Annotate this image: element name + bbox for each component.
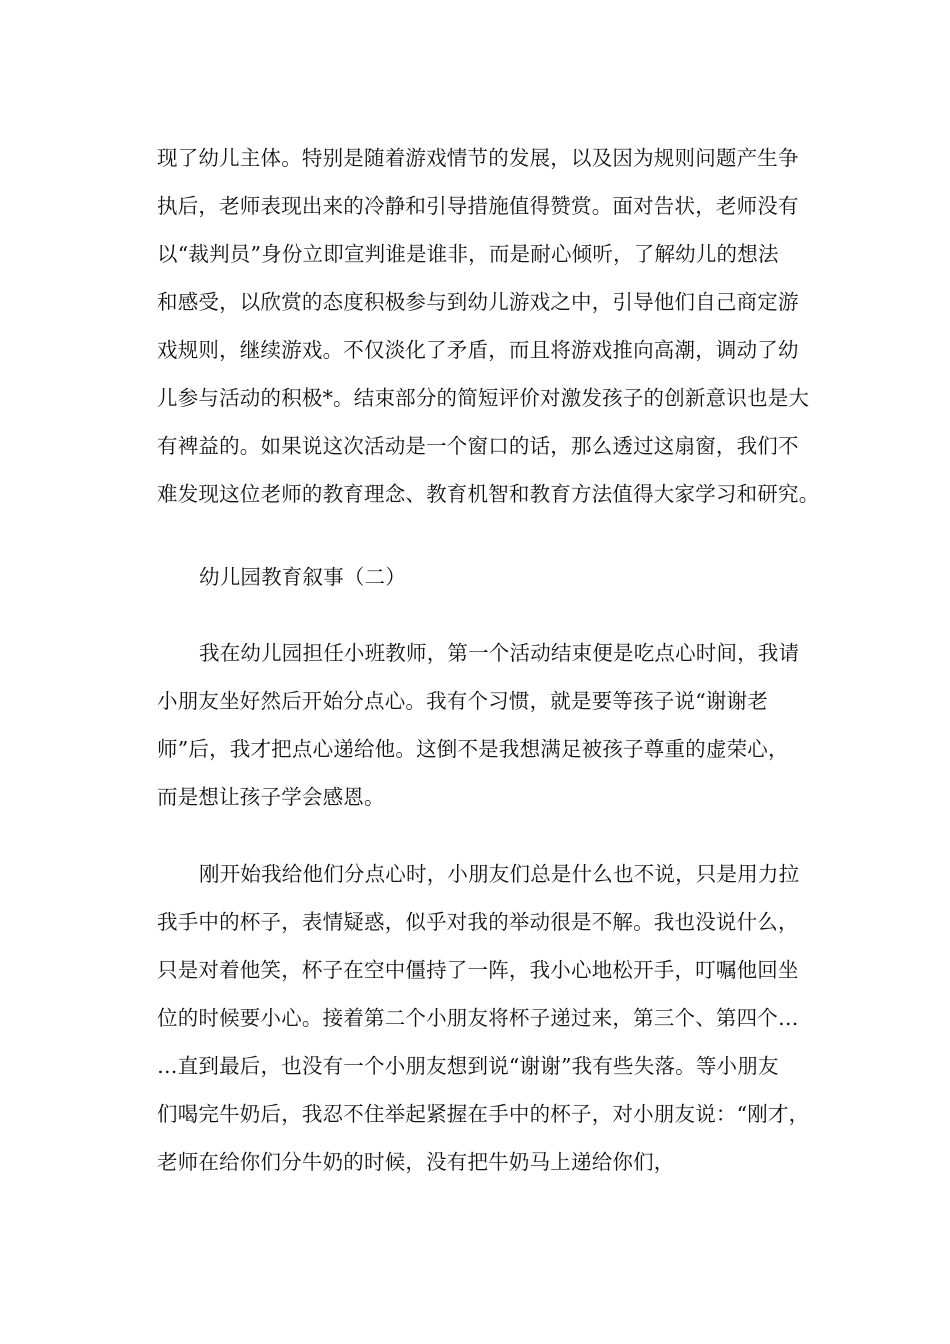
text-line: 们喝完牛奶后，我忍不住举起紧握在手中的杯子，对小朋友说：“刚才，: [157, 1102, 810, 1126]
text-line: 我手中的杯子，表情疑惑，似乎对我的举动很是不解。我也没说什么，: [157, 910, 799, 934]
text-line: 我在幼儿园担任小班教师，第一个活动结束便是吃点心时间，我请: [199, 641, 800, 665]
text-line: 执后，老师表现出来的冷静和引导措施值得赞赏。面对告状，老师没有: [157, 194, 799, 218]
text-line: 师”后，我才把点心递给他。这倒不是我想满足被孩子尊重的虚荣心，: [157, 737, 789, 761]
text-line: 现了幼儿主体。特别是随着游戏情节的发展，以及因为规则问题产生争: [157, 146, 799, 170]
text-line: 以“裁判员”身份立即宣判谁是谁非，而是耐心倾听，了解幼儿的想法: [157, 242, 779, 266]
text-line: 小朋友坐好然后开始分点心。我有个习惯，就是要等孩子说“谢谢老: [157, 689, 768, 713]
section-heading: 幼儿园教育叙事（二）: [199, 565, 406, 589]
text-line: 刚开始我给他们分点心时，小朋友们总是什么也不说，只是用力拉: [199, 862, 800, 886]
text-line: 儿参与活动的积极*。结束部分的简短评价对激发孩子的创新意识也是大: [157, 386, 810, 410]
text-line: …直到最后，也没有一个小朋友想到说“谢谢”我有些失落。等小朋友: [157, 1054, 779, 1078]
text-line: 有裨益的。如果说这次活动是一个窗口的话，那么透过这扇窗，我们不: [157, 434, 799, 458]
text-line: 而是想让孩子学会感恩。: [157, 785, 385, 809]
text-line: 位的时候要小心。接着第二个小朋友将杯子递过来，第三个、第四个…: [157, 1006, 799, 1030]
text-line: 老师在给你们分牛奶的时候，没有把牛奶马上递给你们，: [157, 1150, 675, 1174]
text-line: 难发现这位老师的教育理念、教育机智和教育方法值得大家学习和研究。: [157, 482, 820, 506]
text-line: 戏规则，继续游戏。不仅淡化了矛盾，而且将游戏推向高潮，调动了幼: [157, 338, 799, 362]
text-line: 和感受，以欣赏的态度积极参与到幼儿游戏之中，引导他们自己商定游: [157, 290, 799, 314]
text-line: 只是对着他笑，杯子在空中僵持了一阵，我小心地松开手，叮嘱他回坐: [157, 958, 799, 982]
